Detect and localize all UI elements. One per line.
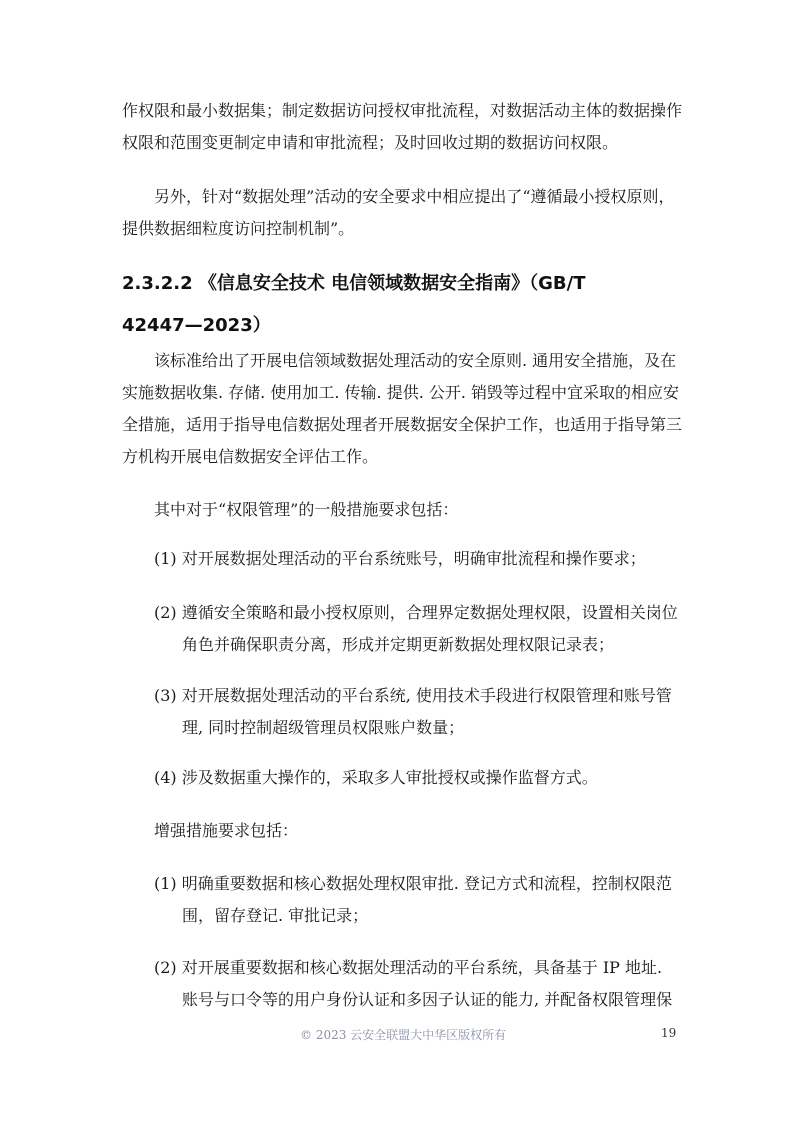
general-item-2-line-2: 角色并确保职责分离，形成并定期更新数据处理权限记录表；: [182, 635, 615, 654]
enhanced-measures-lead: 增强措施要求包括：: [154, 821, 299, 840]
general-measures-lead: 其中对于“权限管理”的一般措施要求包括：: [154, 500, 459, 519]
enhanced-item-1-line-1: (1) 明确重要数据和核心数据处理权限审批. 登记方式和流程，控制权限范: [154, 874, 672, 893]
general-item-4-line-1: (4) 涉及数据重大操作的，采取多人审批授权或操作监督方式。: [154, 768, 598, 787]
paragraph-other-line-1: 另外，针对“数据处理”活动的安全要求中相应提出了“遵循最小授权原则，: [154, 187, 675, 206]
paragraph-other-line-2: 提供数据细粒度访问控制机制”。: [122, 219, 355, 238]
enhanced-item-2-line-2: 账号与口令等的用户身份认证和多因子认证的能力, 并配备权限管理保: [182, 990, 673, 1009]
general-item-1-line-1: (1) 对开展数据处理活动的平台系统账号，明确审批流程和操作要求；: [154, 549, 646, 568]
paragraph-intro-line-4: 方机构开展电信数据安全评估工作。: [122, 447, 379, 466]
paragraph-intro-line-3: 全措施，适用于指导电信数据处理者开展数据安全保护工作，也适用于指导第三: [122, 415, 683, 434]
paragraph-intro-line-2: 实施数据收集. 存储. 使用加工. 传输. 提供. 公开. 销毁等过程中宜采取的相应安: [122, 383, 680, 402]
enhanced-item-1-line-2: 围，留存登记. 审批记录；: [182, 906, 369, 925]
footer-copyright: © 2023 云安全联盟大中华区版权所有: [300, 1028, 507, 1042]
paragraph-top-line-2: 权限和范围变更制定申请和审批流程；及时回收过期的数据访问权限。: [122, 133, 619, 152]
paragraph-intro-line-1: 该标准给出了开展电信领域数据处理活动的安全原则. 通用安全措施，及在: [154, 351, 677, 370]
general-item-2-line-1: (2) 遵循安全策略和最小授权原则，合理界定数据处理权限，设置相关岗位: [154, 603, 678, 622]
section-heading-line-2: 42447—2023）: [122, 315, 271, 336]
enhanced-item-2-line-1: (2) 对开展重要数据和核心数据处理活动的平台系统，具备基于 IP 地址.: [154, 958, 663, 977]
general-item-3-line-2: 理, 同时控制超级管理员权限账户数量；: [182, 718, 465, 737]
page-number: 19: [661, 1026, 677, 1040]
section-heading-line-1: 2.3.2.2 《信息安全技术 电信领域数据安全指南》（GB/T: [122, 273, 586, 294]
general-item-3-line-1: (3) 对开展数据处理活动的平台系统, 使用技术手段进行权限管理和账号管: [154, 686, 672, 705]
paragraph-top-line-1: 作权限和最小数据集；制定数据访问授权审批流程，对数据活动主体的数据操作: [122, 101, 683, 120]
